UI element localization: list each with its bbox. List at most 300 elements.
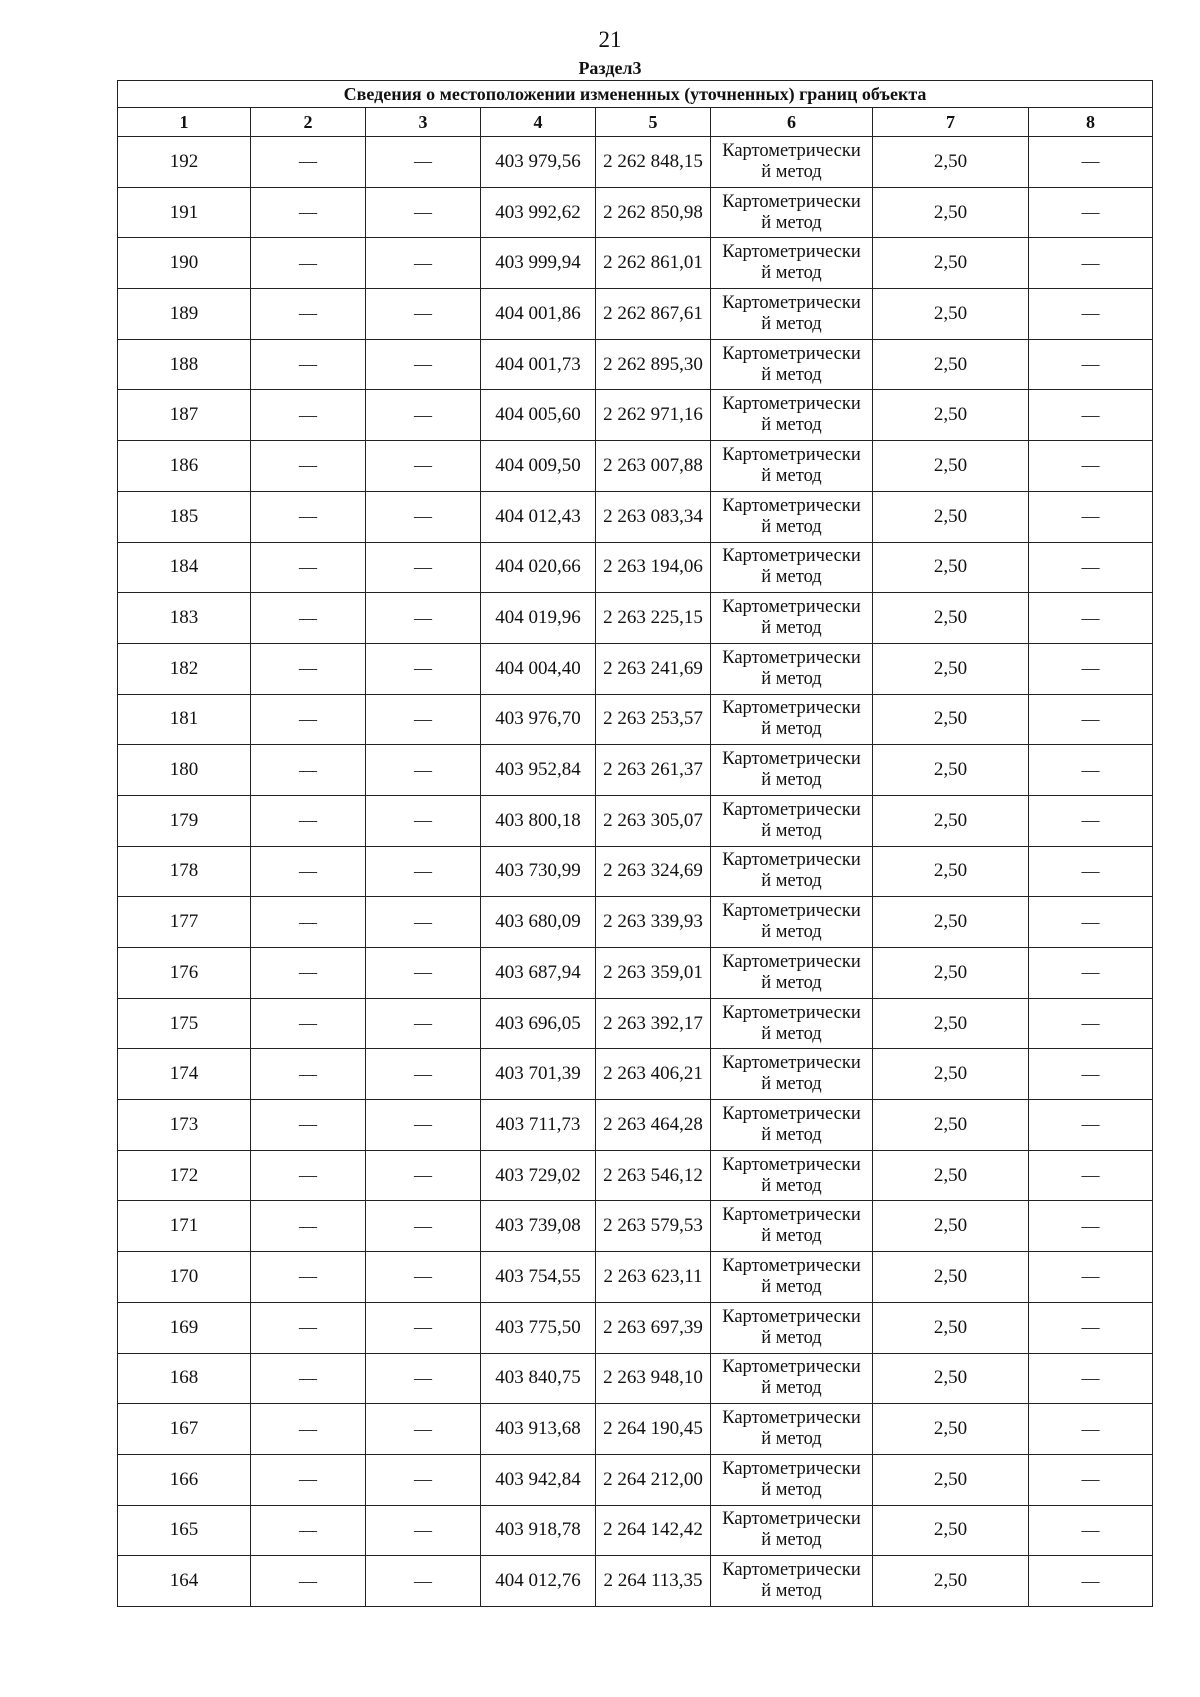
method-line: й метод xyxy=(761,770,822,791)
table-row xyxy=(118,137,1153,188)
empty-value-cell: — xyxy=(1029,745,1153,796)
x-coordinate-cell: 403 696,05 xyxy=(481,998,596,1049)
table-row xyxy=(118,1150,1153,1201)
empty-value-cell: — xyxy=(1029,1302,1153,1353)
point-number-cell: 175 xyxy=(118,998,251,1049)
empty-value-cell: — xyxy=(1029,238,1153,289)
method-line: й метод xyxy=(761,415,822,436)
empty-value-cell: — xyxy=(251,1150,366,1201)
section-title: Раздел3 xyxy=(578,58,642,78)
method-cell xyxy=(711,339,873,390)
y-coordinate-cell: 2 263 241,69 xyxy=(596,643,711,694)
method-cell xyxy=(711,1404,873,1455)
y-coordinate-cell: 2 263 406,21 xyxy=(596,1049,711,1100)
point-number-cell: 178 xyxy=(118,846,251,897)
x-coordinate-cell: 403 979,56 xyxy=(481,137,596,188)
empty-value-cell: — xyxy=(1029,897,1153,948)
empty-value-cell: — xyxy=(251,694,366,745)
empty-value-cell: — xyxy=(366,1556,481,1607)
empty-value-cell: — xyxy=(366,289,481,340)
empty-value-cell: — xyxy=(251,593,366,644)
empty-value-cell: — xyxy=(1029,1150,1153,1201)
method-cell xyxy=(711,1100,873,1151)
method-line: Картометрически xyxy=(722,1103,861,1124)
point-number-cell: 170 xyxy=(118,1252,251,1303)
empty-value-cell: — xyxy=(251,238,366,289)
method-cell xyxy=(711,846,873,897)
x-coordinate-cell: 403 976,70 xyxy=(481,694,596,745)
y-coordinate-cell: 2 263 194,06 xyxy=(596,542,711,593)
empty-value-cell: — xyxy=(251,390,366,441)
table-row xyxy=(118,289,1153,340)
point-number-cell: 184 xyxy=(118,542,251,593)
method-cell xyxy=(711,1049,873,1100)
empty-value-cell: — xyxy=(1029,1049,1153,1100)
table-row xyxy=(118,1353,1153,1404)
method-cell xyxy=(711,238,873,289)
accuracy-cell: 2,50 xyxy=(873,137,1029,188)
empty-value-cell: — xyxy=(366,339,481,390)
y-coordinate-cell: 2 263 339,93 xyxy=(596,897,711,948)
empty-value-cell: — xyxy=(366,238,481,289)
accuracy-cell: 2,50 xyxy=(873,1404,1029,1455)
empty-value-cell: — xyxy=(366,1150,481,1201)
method-line: й метод xyxy=(761,161,822,182)
method-line: й метод xyxy=(761,719,822,740)
method-line: Картометрически xyxy=(722,647,861,668)
accuracy-cell: 2,50 xyxy=(873,846,1029,897)
empty-value-cell: — xyxy=(251,339,366,390)
y-coordinate-cell: 2 263 083,34 xyxy=(596,491,711,542)
method-line: Картометрически xyxy=(722,1255,861,1276)
table-row xyxy=(118,491,1153,542)
empty-value-cell: — xyxy=(366,643,481,694)
table-row xyxy=(118,1100,1153,1151)
method-line: й метод xyxy=(761,1378,822,1399)
empty-value-cell: — xyxy=(1029,187,1153,238)
method-cell xyxy=(711,1454,873,1505)
point-number-cell: 168 xyxy=(118,1353,251,1404)
method-cell xyxy=(711,694,873,745)
empty-value-cell: — xyxy=(251,1049,366,1100)
empty-value-cell: — xyxy=(366,593,481,644)
method-line: й метод xyxy=(761,1479,822,1500)
method-line: й метод xyxy=(761,972,822,993)
empty-value-cell: — xyxy=(366,948,481,999)
accuracy-cell: 2,50 xyxy=(873,1505,1029,1556)
empty-value-cell: — xyxy=(251,897,366,948)
empty-value-cell: — xyxy=(1029,1201,1153,1252)
page-number: 21 xyxy=(598,27,622,52)
method-line: й метод xyxy=(761,364,822,385)
column-number: 3 xyxy=(366,108,481,137)
accuracy-cell: 2,50 xyxy=(873,593,1029,644)
y-coordinate-cell: 2 263 261,37 xyxy=(596,745,711,796)
method-line: Картометрически xyxy=(722,1458,861,1479)
column-number: 5 xyxy=(596,108,711,137)
method-line: Картометрически xyxy=(722,850,861,871)
y-coordinate-cell: 2 263 623,11 xyxy=(596,1252,711,1303)
point-number-cell: 176 xyxy=(118,948,251,999)
method-line: й метод xyxy=(761,922,822,943)
table-body xyxy=(118,137,1153,1607)
table-row xyxy=(118,948,1153,999)
point-number-cell: 187 xyxy=(118,390,251,441)
x-coordinate-cell: 403 701,39 xyxy=(481,1049,596,1100)
x-coordinate-cell: 403 680,09 xyxy=(481,897,596,948)
empty-value-cell: — xyxy=(1029,1454,1153,1505)
point-number-cell: 174 xyxy=(118,1049,251,1100)
method-line: й метод xyxy=(761,618,822,639)
x-coordinate-cell: 404 020,66 xyxy=(481,542,596,593)
method-cell xyxy=(711,998,873,1049)
empty-value-cell: — xyxy=(251,137,366,188)
method-line: Картометрически xyxy=(722,444,861,465)
table-row xyxy=(118,187,1153,238)
y-coordinate-cell: 2 263 697,39 xyxy=(596,1302,711,1353)
point-number-cell: 185 xyxy=(118,491,251,542)
table-row xyxy=(118,998,1153,1049)
method-line: й метод xyxy=(761,1175,822,1196)
empty-value-cell: — xyxy=(366,187,481,238)
method-line: Картометрически xyxy=(722,1053,861,1074)
x-coordinate-cell: 403 739,08 xyxy=(481,1201,596,1252)
x-coordinate-cell: 403 992,62 xyxy=(481,187,596,238)
method-line: Картометрически xyxy=(722,799,861,820)
y-coordinate-cell: 2 264 142,42 xyxy=(596,1505,711,1556)
accuracy-cell: 2,50 xyxy=(873,1252,1029,1303)
empty-value-cell: — xyxy=(251,1100,366,1151)
empty-value-cell: — xyxy=(1029,137,1153,188)
method-line: й метод xyxy=(761,1226,822,1247)
table-row xyxy=(118,1049,1153,1100)
empty-value-cell: — xyxy=(366,1049,481,1100)
method-cell xyxy=(711,289,873,340)
empty-value-cell: — xyxy=(1029,643,1153,694)
method-cell xyxy=(711,643,873,694)
empty-value-cell: — xyxy=(366,998,481,1049)
empty-value-cell: — xyxy=(251,1556,366,1607)
point-number-cell: 189 xyxy=(118,289,251,340)
empty-value-cell: — xyxy=(1029,1556,1153,1607)
empty-value-cell: — xyxy=(366,137,481,188)
point-number-cell: 164 xyxy=(118,1556,251,1607)
method-cell xyxy=(711,441,873,492)
point-number-cell: 166 xyxy=(118,1454,251,1505)
method-line: Картометрически xyxy=(722,1357,861,1378)
y-coordinate-cell: 2 264 212,00 xyxy=(596,1454,711,1505)
accuracy-cell: 2,50 xyxy=(873,238,1029,289)
point-number-cell: 182 xyxy=(118,643,251,694)
table-row xyxy=(118,1302,1153,1353)
empty-value-cell: — xyxy=(251,795,366,846)
column-number-row xyxy=(118,108,1153,137)
accuracy-cell: 2,50 xyxy=(873,1100,1029,1151)
point-number-cell: 171 xyxy=(118,1201,251,1252)
accuracy-cell: 2,50 xyxy=(873,1353,1029,1404)
accuracy-cell: 2,50 xyxy=(873,390,1029,441)
method-line: Картометрически xyxy=(722,1306,861,1327)
y-coordinate-cell: 2 262 895,30 xyxy=(596,339,711,390)
empty-value-cell: — xyxy=(1029,542,1153,593)
accuracy-cell: 2,50 xyxy=(873,694,1029,745)
method-cell xyxy=(711,542,873,593)
point-number-cell: 179 xyxy=(118,795,251,846)
method-line: й метод xyxy=(761,263,822,284)
method-cell xyxy=(711,745,873,796)
x-coordinate-cell: 403 754,55 xyxy=(481,1252,596,1303)
y-coordinate-cell: 2 262 848,15 xyxy=(596,137,711,188)
point-number-cell: 172 xyxy=(118,1150,251,1201)
empty-value-cell: — xyxy=(366,745,481,796)
table-row xyxy=(118,238,1153,289)
method-line: й метод xyxy=(761,465,822,486)
point-number-cell: 180 xyxy=(118,745,251,796)
accuracy-cell: 2,50 xyxy=(873,339,1029,390)
method-line: й метод xyxy=(761,1429,822,1450)
empty-value-cell: — xyxy=(366,897,481,948)
empty-value-cell: — xyxy=(1029,1353,1153,1404)
accuracy-cell: 2,50 xyxy=(873,1201,1029,1252)
table-row xyxy=(118,795,1153,846)
y-coordinate-cell: 2 262 867,61 xyxy=(596,289,711,340)
accuracy-cell: 2,50 xyxy=(873,795,1029,846)
y-coordinate-cell: 2 264 190,45 xyxy=(596,1404,711,1455)
method-line: Картометрически xyxy=(722,749,861,770)
method-line: Картометрически xyxy=(722,597,861,618)
method-cell xyxy=(711,1505,873,1556)
empty-value-cell: — xyxy=(366,694,481,745)
method-line: Картометрически xyxy=(722,292,861,313)
column-number: 2 xyxy=(251,108,366,137)
method-cell xyxy=(711,795,873,846)
x-coordinate-cell: 404 012,43 xyxy=(481,491,596,542)
method-line: Картометрически xyxy=(722,343,861,364)
x-coordinate-cell: 403 918,78 xyxy=(481,1505,596,1556)
method-line: Картометрически xyxy=(722,1154,861,1175)
method-line: й метод xyxy=(761,516,822,537)
method-line: й метод xyxy=(761,1276,822,1297)
method-line: й метод xyxy=(761,1327,822,1348)
x-coordinate-cell: 403 730,99 xyxy=(481,846,596,897)
empty-value-cell: — xyxy=(366,1353,481,1404)
empty-value-cell: — xyxy=(251,542,366,593)
table-row xyxy=(118,643,1153,694)
accuracy-cell: 2,50 xyxy=(873,441,1029,492)
x-coordinate-cell: 403 942,84 xyxy=(481,1454,596,1505)
accuracy-cell: 2,50 xyxy=(873,542,1029,593)
table-row xyxy=(118,339,1153,390)
method-cell xyxy=(711,948,873,999)
empty-value-cell: — xyxy=(251,745,366,796)
empty-value-cell: — xyxy=(1029,1505,1153,1556)
accuracy-cell: 2,50 xyxy=(873,1150,1029,1201)
x-coordinate-cell: 404 012,76 xyxy=(481,1556,596,1607)
x-coordinate-cell: 404 005,60 xyxy=(481,390,596,441)
empty-value-cell: — xyxy=(1029,390,1153,441)
table-row xyxy=(118,1454,1153,1505)
method-cell xyxy=(711,1150,873,1201)
accuracy-cell: 2,50 xyxy=(873,1454,1029,1505)
point-number-cell: 173 xyxy=(118,1100,251,1151)
method-cell xyxy=(711,1556,873,1607)
empty-value-cell: — xyxy=(366,542,481,593)
method-line: Картометрически xyxy=(722,1560,861,1581)
method-line: Картометрически xyxy=(722,495,861,516)
y-coordinate-cell: 2 263 579,53 xyxy=(596,1201,711,1252)
y-coordinate-cell: 2 262 971,16 xyxy=(596,390,711,441)
empty-value-cell: — xyxy=(251,643,366,694)
empty-value-cell: — xyxy=(251,187,366,238)
empty-value-cell: — xyxy=(366,1454,481,1505)
method-line: Картометрически xyxy=(722,191,861,212)
accuracy-cell: 2,50 xyxy=(873,948,1029,999)
empty-value-cell: — xyxy=(1029,491,1153,542)
empty-value-cell: — xyxy=(251,998,366,1049)
method-cell xyxy=(711,137,873,188)
point-number-cell: 188 xyxy=(118,339,251,390)
empty-value-cell: — xyxy=(251,1252,366,1303)
empty-value-cell: — xyxy=(366,1252,481,1303)
x-coordinate-cell: 403 775,50 xyxy=(481,1302,596,1353)
table-row xyxy=(118,1505,1153,1556)
x-coordinate-cell: 403 711,73 xyxy=(481,1100,596,1151)
method-line: й метод xyxy=(761,1124,822,1145)
table-row xyxy=(118,846,1153,897)
y-coordinate-cell: 2 263 324,69 xyxy=(596,846,711,897)
table-row xyxy=(118,1556,1153,1607)
method-line: Картометрически xyxy=(722,901,861,922)
method-cell xyxy=(711,1302,873,1353)
y-coordinate-cell: 2 263 392,17 xyxy=(596,998,711,1049)
x-coordinate-cell: 403 840,75 xyxy=(481,1353,596,1404)
empty-value-cell: — xyxy=(251,846,366,897)
method-cell xyxy=(711,1252,873,1303)
y-coordinate-cell: 2 262 861,01 xyxy=(596,238,711,289)
empty-value-cell: — xyxy=(1029,846,1153,897)
empty-value-cell: — xyxy=(366,1404,481,1455)
point-number-cell: 169 xyxy=(118,1302,251,1353)
y-coordinate-cell: 2 263 253,57 xyxy=(596,694,711,745)
method-line: й метод xyxy=(761,1074,822,1095)
column-number: 6 xyxy=(711,108,873,137)
accuracy-cell: 2,50 xyxy=(873,643,1029,694)
accuracy-cell: 2,50 xyxy=(873,491,1029,542)
empty-value-cell: — xyxy=(251,1353,366,1404)
method-cell xyxy=(711,897,873,948)
empty-value-cell: — xyxy=(251,491,366,542)
column-number: 8 xyxy=(1029,108,1153,137)
empty-value-cell: — xyxy=(251,1302,366,1353)
y-coordinate-cell: 2 264 113,35 xyxy=(596,1556,711,1607)
point-number-cell: 190 xyxy=(118,238,251,289)
point-number-cell: 165 xyxy=(118,1505,251,1556)
method-line: Картометрически xyxy=(722,394,861,415)
method-cell xyxy=(711,593,873,644)
empty-value-cell: — xyxy=(1029,441,1153,492)
table-row xyxy=(118,441,1153,492)
method-cell xyxy=(711,390,873,441)
empty-value-cell: — xyxy=(366,1100,481,1151)
empty-value-cell: — xyxy=(1029,795,1153,846)
x-coordinate-cell: 404 019,96 xyxy=(481,593,596,644)
accuracy-cell: 2,50 xyxy=(873,1556,1029,1607)
accuracy-cell: 2,50 xyxy=(873,998,1029,1049)
table-row xyxy=(118,1252,1153,1303)
empty-value-cell: — xyxy=(366,491,481,542)
column-number: 7 xyxy=(873,108,1029,137)
x-coordinate-cell: 403 913,68 xyxy=(481,1404,596,1455)
empty-value-cell: — xyxy=(1029,1404,1153,1455)
table-row xyxy=(118,1404,1153,1455)
empty-value-cell: — xyxy=(1029,593,1153,644)
method-cell xyxy=(711,1201,873,1252)
x-coordinate-cell: 404 009,50 xyxy=(481,441,596,492)
empty-value-cell: — xyxy=(251,1454,366,1505)
table-caption: Сведения о местоположении измененных (уточненных) границ объекта xyxy=(118,81,1153,108)
empty-value-cell: — xyxy=(366,441,481,492)
table-row xyxy=(118,390,1153,441)
x-coordinate-cell: 404 004,40 xyxy=(481,643,596,694)
method-line: Картометрически xyxy=(722,951,861,972)
method-cell xyxy=(711,491,873,542)
accuracy-cell: 2,50 xyxy=(873,1302,1029,1353)
y-coordinate-cell: 2 263 464,28 xyxy=(596,1100,711,1151)
y-coordinate-cell: 2 263 007,88 xyxy=(596,441,711,492)
empty-value-cell: — xyxy=(1029,339,1153,390)
x-coordinate-cell: 404 001,73 xyxy=(481,339,596,390)
method-line: й метод xyxy=(761,1581,822,1602)
x-coordinate-cell: 403 952,84 xyxy=(481,745,596,796)
empty-value-cell: — xyxy=(366,1201,481,1252)
accuracy-cell: 2,50 xyxy=(873,745,1029,796)
method-line: й метод xyxy=(761,567,822,588)
empty-value-cell: — xyxy=(251,1404,366,1455)
column-number: 1 xyxy=(118,108,251,137)
point-number-cell: 183 xyxy=(118,593,251,644)
x-coordinate-cell: 404 001,86 xyxy=(481,289,596,340)
y-coordinate-cell: 2 263 305,07 xyxy=(596,795,711,846)
y-coordinate-cell: 2 263 225,15 xyxy=(596,593,711,644)
empty-value-cell: — xyxy=(366,1505,481,1556)
table-row xyxy=(118,745,1153,796)
method-line: й метод xyxy=(761,1530,822,1551)
table-row xyxy=(118,593,1153,644)
method-line: й метод xyxy=(761,1023,822,1044)
accuracy-cell: 2,50 xyxy=(873,1049,1029,1100)
method-cell xyxy=(711,1353,873,1404)
empty-value-cell: — xyxy=(1029,948,1153,999)
empty-value-cell: — xyxy=(366,1302,481,1353)
column-number: 4 xyxy=(481,108,596,137)
method-line: й метод xyxy=(761,212,822,233)
empty-value-cell: — xyxy=(1029,1100,1153,1151)
empty-value-cell: — xyxy=(1029,289,1153,340)
method-line: Картометрически xyxy=(722,1002,861,1023)
point-number-cell: 167 xyxy=(118,1404,251,1455)
empty-value-cell: — xyxy=(251,441,366,492)
accuracy-cell: 2,50 xyxy=(873,897,1029,948)
x-coordinate-cell: 403 687,94 xyxy=(481,948,596,999)
empty-value-cell: — xyxy=(1029,1252,1153,1303)
y-coordinate-cell: 2 263 948,10 xyxy=(596,1353,711,1404)
empty-value-cell: — xyxy=(251,289,366,340)
point-number-cell: 186 xyxy=(118,441,251,492)
x-coordinate-cell: 403 800,18 xyxy=(481,795,596,846)
y-coordinate-cell: 2 262 850,98 xyxy=(596,187,711,238)
table-row xyxy=(118,542,1153,593)
method-line: й метод xyxy=(761,871,822,892)
